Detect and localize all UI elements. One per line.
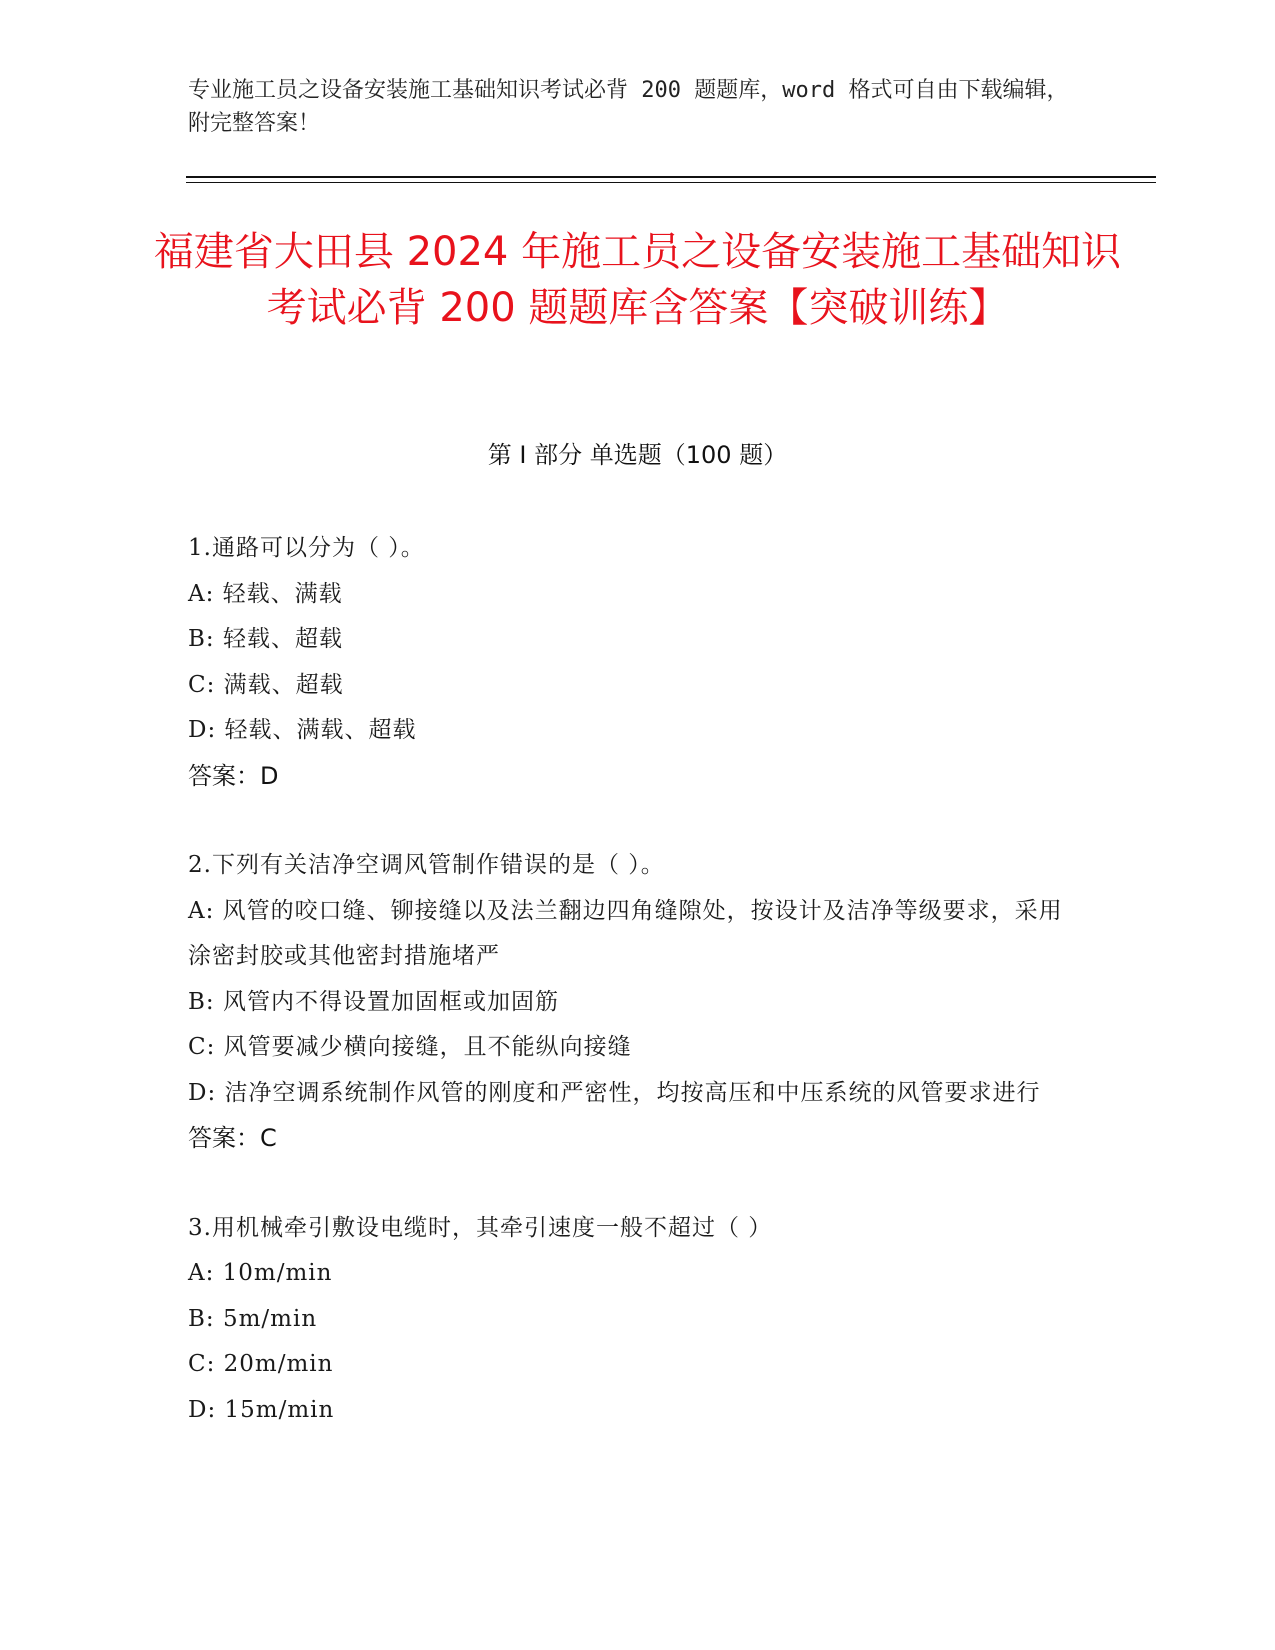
question-3 — [188, 1206, 1068, 1434]
answer-label: 答案：D — [188, 761, 279, 790]
option-c: C: 20m/min — [188, 1351, 334, 1377]
option-d: D: 洁净空调系统制作风管的刚度和严密性，均按高压和中压系统的风管要求进行 — [188, 1079, 1041, 1106]
question-1 — [188, 526, 1068, 799]
option-a: A: 轻载、满载 — [188, 580, 343, 607]
header-note: 专业施工员之设备安装施工基础知识考试必背 200 题题库，word 格式可自由下载编辑，附完整答案！ — [188, 78, 1069, 136]
option-a: A: 风管的咬口缝、铆接缝以及法兰翻边四角缝隙处，按设计及洁净等级要求，采用涂密封胶或其他密封措施堵严 — [188, 897, 1063, 969]
option-b: B: 风管内不得设置加固框或加固筋 — [188, 988, 559, 1015]
option-d: D: 15m/min — [188, 1396, 335, 1423]
header-divider-thick — [186, 176, 1156, 178]
question-list — [188, 526, 1068, 1477]
document-title: 福建省大田县 2024 年施工员之设备安装施工基础知识考试必背 200 题题库含答案【突破训练】 — [153, 229, 1122, 331]
option-c: C: 满载、超载 — [188, 671, 344, 698]
option-a: A: 10m/min — [188, 1260, 333, 1286]
question-stem: 2.下列有关洁净空调风管制作错误的是（ ）。 — [188, 852, 665, 878]
question-stem: 1.通路可以分为（ ）。 — [188, 535, 425, 561]
section-heading: 第 I 部分 单选题（100 题） — [487, 441, 788, 469]
question-stem: 3.用机械牵引敷设电缆时，其牵引速度一般不超过（ ） — [188, 1214, 773, 1241]
option-c: C: 风管要减少横向接缝，且不能纵向接缝 — [188, 1034, 632, 1060]
answer-label: 答案：C — [188, 1124, 277, 1152]
header-divider-thin — [186, 182, 1156, 183]
option-d: D: 轻载、满载、超载 — [188, 717, 417, 743]
option-b: B: 轻载、超载 — [188, 626, 343, 652]
question-2 — [188, 843, 1068, 1162]
option-b: B: 5m/min — [188, 1305, 318, 1332]
